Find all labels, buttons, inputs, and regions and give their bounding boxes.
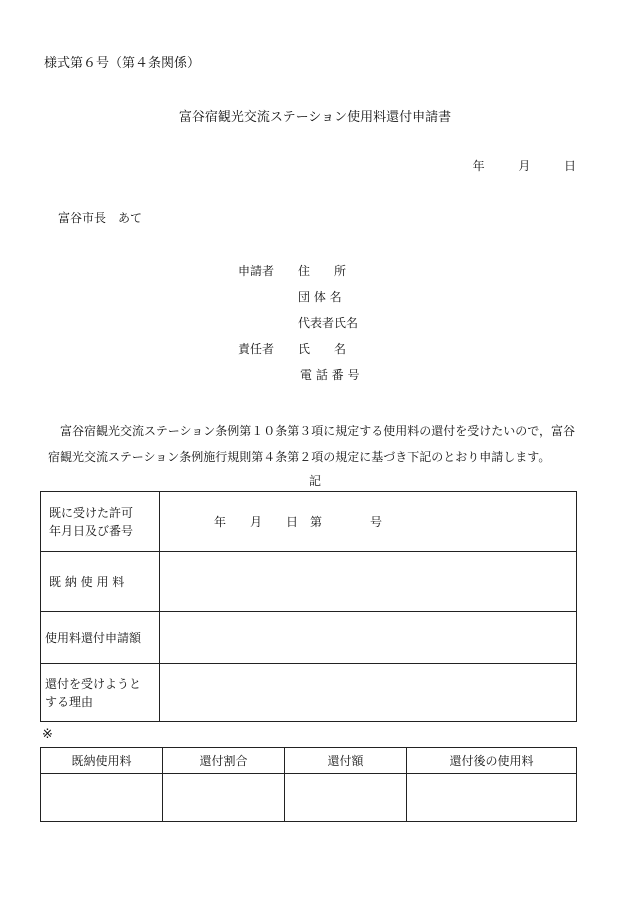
addressee: 富谷市長 あて xyxy=(58,211,143,225)
fee-after-refund-cell[interactable] xyxy=(407,774,577,822)
refund-reason-field[interactable] xyxy=(160,664,577,722)
refund-rate-header: 還付割合 xyxy=(163,748,285,774)
date-year: 年 xyxy=(472,159,485,173)
table-row xyxy=(41,664,577,722)
phone-label: 電 話 番 号 xyxy=(300,368,360,382)
paid-fee-header: 既納使用料 xyxy=(41,748,163,774)
date-day: 日 xyxy=(563,159,576,173)
table-row xyxy=(41,612,577,664)
permit-date-number-label: 既に受けた許可 年月日及び番号 xyxy=(41,492,160,552)
permit-date-number-field[interactable]: 年 月 日 第 号 xyxy=(160,492,577,552)
refund-amount-header: 還付額 xyxy=(285,748,407,774)
table-row xyxy=(41,552,577,612)
form-number: 様式第６号（第４条関係） xyxy=(44,56,201,71)
table-row xyxy=(41,492,577,552)
refund-amount-field[interactable] xyxy=(160,612,577,664)
table-row xyxy=(41,774,577,822)
group-name-label: 団 体 名 xyxy=(298,290,342,304)
refund-reason-label: 還付を受けようと する理由 xyxy=(41,664,160,722)
representative-name-label: 代表者氏名 xyxy=(298,316,359,330)
fee-after-refund-header: 還付後の使用料 xyxy=(407,748,577,774)
table-row xyxy=(41,748,577,774)
applicant-label: 申請者 xyxy=(238,264,275,278)
refund-amount-cell[interactable] xyxy=(285,774,407,822)
paid-fee-field[interactable] xyxy=(160,552,577,612)
date-month: 月 xyxy=(518,159,531,173)
refund-amount-label: 使用料還付申請額 xyxy=(41,612,160,664)
note-mark: ※ xyxy=(42,727,53,742)
refund-rate-cell[interactable] xyxy=(163,774,285,822)
paid-fee-cell[interactable] xyxy=(41,774,163,822)
paid-fee-label: 既 納 使 用 料 xyxy=(41,552,160,612)
application-table xyxy=(40,491,577,722)
date-line xyxy=(473,157,576,174)
fee-calculation-table xyxy=(40,747,577,822)
ki-label: 記 xyxy=(308,474,321,488)
address-label: 住 所 xyxy=(298,264,347,278)
application-body-text: 富谷宿観光交流ステーション条例第１０条第３項に規定する使用料の還付を受けたいので，富谷宿観光交流ステーション条例施行規則第４条第２項の規定に基づき下記のとおり申請します。 xyxy=(48,424,576,464)
document-title: 富谷宿観光交流ステーション使用料還付申請書 xyxy=(178,110,452,125)
responsible-label: 責任者 xyxy=(238,342,275,356)
name-label: 氏 名 xyxy=(298,342,347,356)
